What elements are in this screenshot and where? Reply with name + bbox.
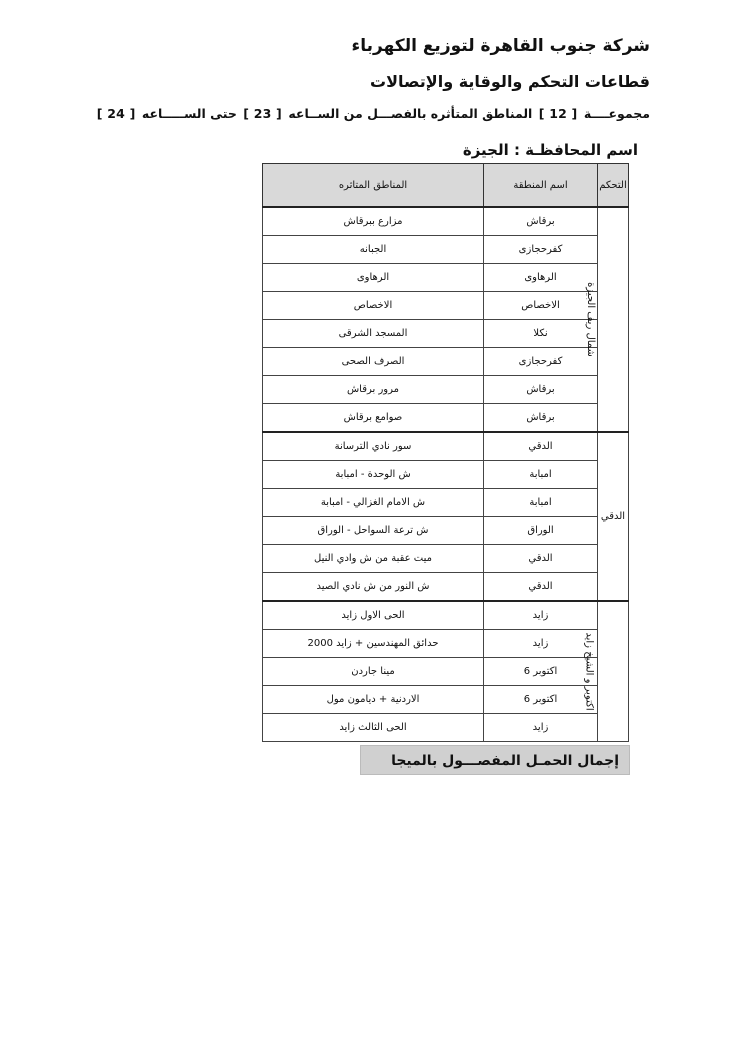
to-text: حتى الســـــاعه bbox=[141, 106, 237, 121]
affected-cell: مينا جاردن bbox=[263, 658, 484, 686]
area-cell: كفرحجازى bbox=[484, 236, 598, 264]
affected-cell: الحى الاول زايد bbox=[263, 601, 484, 630]
affected-cell: الرهاوى bbox=[263, 264, 484, 292]
area-cell: الرهاوى bbox=[484, 264, 598, 292]
group-line bbox=[95, 106, 650, 121]
table-header-row bbox=[263, 164, 629, 208]
from-hour: [ 23 ] bbox=[243, 106, 282, 121]
area-cell: الدقي bbox=[484, 432, 598, 461]
total-load-label: إجمال الحمـل المفصـــول بالميجا bbox=[360, 745, 630, 775]
governorate-name: اسم المحافظـة : الجيزة bbox=[462, 141, 638, 159]
table-row bbox=[263, 630, 629, 658]
affected-cell: المسجد الشرقى bbox=[263, 320, 484, 348]
table-row bbox=[263, 432, 629, 461]
header-area: اسم المنطقة bbox=[484, 164, 598, 208]
control-cell bbox=[585, 207, 629, 432]
control-label: اكتوبر و الشيخ زايد bbox=[583, 632, 595, 711]
area-cell: الوراق bbox=[484, 517, 598, 545]
affected-cell: ش ترعة السواحل - الوراق bbox=[263, 517, 484, 545]
area-cell: برقاش bbox=[484, 376, 598, 404]
affected-cell: ش الوحدة - امبابة bbox=[263, 461, 484, 489]
area-cell: زايد bbox=[484, 630, 598, 658]
area-cell: برقاش bbox=[484, 207, 598, 236]
group-number: [ 12 ] bbox=[538, 106, 578, 121]
control-label: شمال ريف الجيزة bbox=[585, 282, 597, 357]
table-row bbox=[263, 376, 629, 404]
affected-cell: ميت عقبة من ش وادي النيل bbox=[263, 545, 484, 573]
affected-cell: صوامع برقاش bbox=[263, 404, 484, 433]
company-name: شركة جنوب القاهرة لتوزيع الكهرباء bbox=[351, 36, 650, 56]
table-row bbox=[263, 404, 629, 433]
affected-cell: الجبانه bbox=[263, 236, 484, 264]
area-cell: اكتوبر 6 bbox=[484, 686, 598, 714]
table-row bbox=[263, 461, 629, 489]
table-row bbox=[263, 601, 629, 630]
table-row bbox=[263, 489, 629, 517]
table-row bbox=[263, 207, 629, 236]
affected-areas-table bbox=[262, 163, 628, 742]
group-label: مجموعــــة bbox=[583, 106, 650, 121]
affected-cell: الاخصاص bbox=[263, 292, 484, 320]
affected-cell: مرور برقاش bbox=[263, 376, 484, 404]
affected-cell: حدائق المهندسين + زايد 2000 bbox=[263, 630, 484, 658]
affected-cell: الاردنية + ديامون مول bbox=[263, 686, 484, 714]
sectors-title: قطاعات التحكم والوقاية والإتصالات bbox=[370, 72, 650, 91]
table-row bbox=[263, 545, 629, 573]
header-control: التحكم bbox=[598, 164, 629, 208]
area-cell: الدقي bbox=[484, 545, 598, 573]
area-cell: امبابة bbox=[484, 489, 598, 517]
table-row bbox=[263, 236, 629, 264]
affected-cell: سور نادي الترسانة bbox=[263, 432, 484, 461]
control-label: الدقي bbox=[600, 511, 626, 522]
affected-cell: مزارع ببرقاش bbox=[263, 207, 484, 236]
table-row bbox=[263, 686, 629, 714]
affected-text: المناطق المتأثره بالفصـــل من الســاعه bbox=[288, 106, 533, 121]
area-cell: كفرحجازى bbox=[484, 348, 598, 376]
table-row bbox=[263, 517, 629, 545]
area-cell: امبابة bbox=[484, 461, 598, 489]
affected-cell: الحى الثالث زايد bbox=[263, 714, 484, 742]
table-row bbox=[263, 714, 629, 742]
table-row bbox=[263, 264, 629, 292]
to-hour: [ 24 ] bbox=[96, 106, 136, 121]
control-cell bbox=[583, 601, 629, 742]
area-cell: زايد bbox=[484, 601, 598, 630]
area-cell: زايد bbox=[484, 714, 598, 742]
affected-cell: ش النور من ش نادي الصيد bbox=[263, 573, 484, 602]
table-row bbox=[263, 573, 629, 602]
header-affected: المناطق المتاثره bbox=[263, 164, 484, 208]
affected-cell: الصرف الصحى bbox=[263, 348, 484, 376]
table-row bbox=[263, 348, 629, 376]
affected-cell: ش الامام الغزالي - امبابة bbox=[263, 489, 484, 517]
area-cell: اكتوبر 6 bbox=[484, 658, 598, 686]
area-cell: نكلا bbox=[484, 320, 598, 348]
area-cell: برقاش bbox=[484, 404, 598, 433]
area-cell: الاخصاص bbox=[484, 292, 598, 320]
area-cell: الدقي bbox=[484, 573, 598, 602]
control-cell bbox=[598, 432, 629, 601]
